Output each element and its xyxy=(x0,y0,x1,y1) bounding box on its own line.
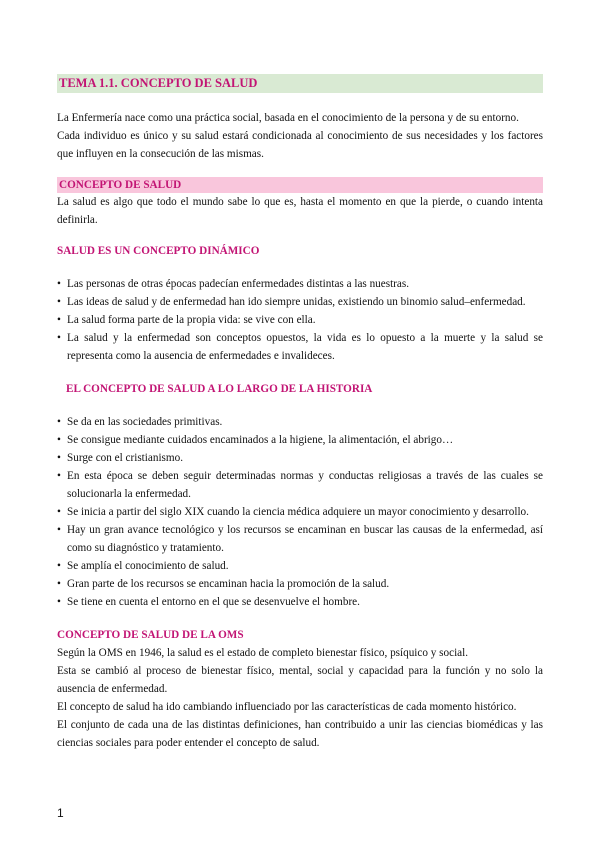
list-item: • En esta época se deben seguir determinadas normas y conductas religiosas a través de las cuales se solucionarla la enfermedad. xyxy=(57,467,543,503)
list-item: • Se da en las sociedades primitivas. xyxy=(57,413,543,431)
list-item: • Las ideas de salud y de enfermedad han ido siempre unidas, existiendo un binomio salud–enfermedad. xyxy=(57,293,543,311)
oms-heading: CONCEPTO DE SALUD DE LA OMS xyxy=(57,629,244,641)
page-title: TEMA 1.1. CONCEPTO DE SALUD xyxy=(57,74,543,93)
historia-heading: EL CONCEPTO DE SALUD A LO LARGO DE LA HISTORIA xyxy=(66,383,373,395)
list-item: • La salud y la enfermedad son conceptos opuestos, la vida es lo opuesto a la muerte y la salud se representa como la ausencia de enfermedades e invalideces. xyxy=(57,329,543,365)
oms-section xyxy=(57,644,543,752)
intro-paragraph: La Enfermería nace como una práctica social, basada en el conocimiento de la persona y de su entorno. xyxy=(57,112,519,124)
concepto-heading: CONCEPTO DE SALUD xyxy=(57,177,543,193)
intro-section xyxy=(57,109,543,163)
intro-paragraph: Cada individuo es único y su salud estará condicionada al conocimiento de sus necesidades y los factores que influyen en la consecución de las mismas. xyxy=(57,130,543,160)
concepto-text: La salud es algo que todo el mundo sabe lo que es, hasta el momento en que la pierde, o cuando intenta definirla. xyxy=(57,196,543,226)
oms-paragraph: Según la OMS en 1946, la salud es el estado de completo bienestar físico, psíquico y social. xyxy=(57,647,469,659)
dinamico-list xyxy=(57,275,543,365)
list-item: • Se tiene en cuenta el entorno en el que se desenvuelve el hombre. xyxy=(57,593,543,611)
dinamico-heading: SALUD ES UN CONCEPTO DINÁMICO xyxy=(57,245,260,257)
list-item: • Surge con el cristianismo. xyxy=(57,449,543,467)
list-item: • Se amplía el conocimiento de salud. xyxy=(57,557,543,575)
oms-paragraph: El concepto de salud ha ido cambiando influenciado por las características de cada momento histórico. xyxy=(57,701,517,713)
page-number: 1 xyxy=(57,806,64,820)
oms-paragraph: El conjunto de cada una de las distintas definiciones, han contribuido a unir las ciencias biomédicas y las ciencias sociales para poder entender el concepto de salud. xyxy=(57,719,543,749)
historia-list xyxy=(57,413,543,611)
list-item: • Se inicia a partir del siglo XIX cuando la ciencia médica adquiere un mayor conocimiento y desarrollo. xyxy=(57,503,543,521)
oms-paragraph: Esta se cambió al proceso de bienestar físico, mental, social y capacidad para la función y no solo la ausencia de enfermedad. xyxy=(57,665,543,695)
list-item: • Gran parte de los recursos se encaminan hacia la promoción de la salud. xyxy=(57,575,543,593)
list-item: • Hay un gran avance tecnológico y los recursos se encaminan en buscar las causas de la enfermedad, así como su diagnóstico y tratamiento. xyxy=(57,521,543,557)
list-item: • La salud forma parte de la propia vida: se vive con ella. xyxy=(57,311,543,329)
page-content xyxy=(57,74,543,752)
list-item: • Las personas de otras épocas padecían enfermedades distintas a las nuestras. xyxy=(57,275,543,293)
list-item: • Se consigue mediante cuidados encaminados a la higiene, la alimentación, el abrigo… xyxy=(57,431,543,449)
